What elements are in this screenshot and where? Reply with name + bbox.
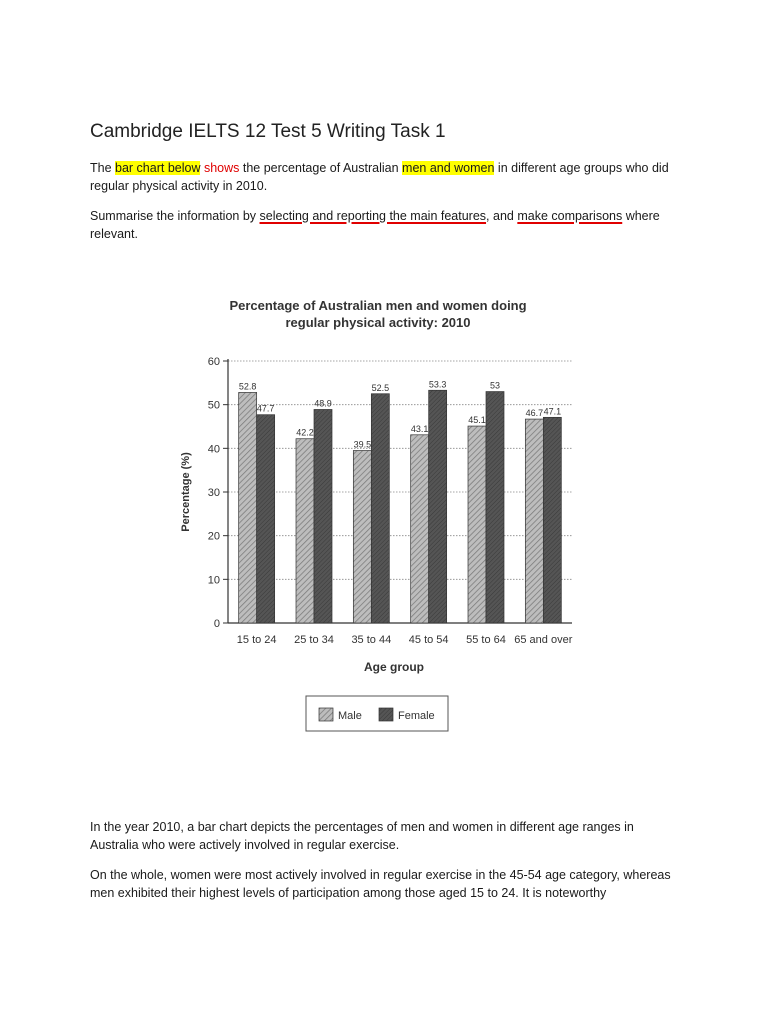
text-segment: , and [486, 209, 518, 223]
data-label-female: 47.1 [543, 406, 562, 417]
task-prompt-paragraph [90, 159, 680, 195]
data-label-male: 45.1 [468, 415, 486, 426]
bar-male [239, 392, 257, 623]
legend-label-female: Female [398, 710, 435, 722]
bar-female [314, 409, 332, 623]
answer-paragraph-1: In the year 2010, a bar chart depicts the percentages of men and women in different age ranges in Australia who were actively involved in regular exercise. [90, 820, 634, 852]
legend [306, 696, 448, 731]
y-tick-label: 40 [207, 443, 220, 456]
bar-male [468, 426, 486, 623]
data-label-male: 39.5 [353, 439, 372, 450]
bar-female [429, 390, 447, 623]
bar-chart [170, 292, 590, 742]
bar-male [525, 419, 543, 623]
bar-male [296, 439, 314, 623]
chart-title-line-1: Percentage of Australian men and women doing [229, 298, 527, 313]
data-label-female: 53.3 [428, 379, 447, 390]
y-tick-label: 30 [207, 487, 220, 499]
y-tick-label: 60 [207, 356, 220, 368]
data-labels [239, 379, 561, 449]
y-axis-label: Percentage (%) [180, 452, 192, 532]
y-tick-label: 50 [207, 399, 220, 412]
chart-title-line-2: regular physical activity: 2010 [285, 315, 471, 330]
bar-male [411, 435, 429, 623]
data-label-male: 52.8 [238, 381, 257, 392]
text-segment: where relevant. [90, 209, 660, 241]
y-tick-labels [208, 356, 220, 630]
data-label-male: 42.2 [296, 427, 314, 438]
y-tick-label: 0 [213, 618, 220, 630]
y-tick-label: 20 [207, 530, 220, 543]
highlighted-phrase: men and women [402, 161, 495, 175]
data-label-female: 53 [489, 380, 501, 391]
data-label-female: 48.9 [314, 398, 332, 409]
data-label-female: 52.5 [371, 382, 390, 393]
gridlines [223, 359, 572, 623]
text-segment: The [90, 161, 116, 175]
data-label-male: 46.7 [525, 408, 544, 419]
task-instruction-paragraph [90, 207, 680, 243]
x-tick-label: 55 to 64 [466, 634, 506, 646]
x-tick-label: 15 to 24 [236, 634, 277, 646]
answer-paragraph-2: On the whole, women were most actively involved in regular exercise in the 45-54 age category, whereas men exhibited their highest levels of participation among those aged 15 to 24. It is noteworthy [90, 868, 671, 900]
legend-label-male: Male [338, 710, 362, 722]
y-tick-label: 10 [207, 574, 220, 587]
text-segment: the percentage of Australian [239, 161, 403, 175]
bar-female [371, 394, 389, 623]
data-label-female: 47.7 [256, 403, 275, 414]
highlighted-phrase: bar chart below [115, 161, 201, 175]
x-tick-label: 65 and over [514, 634, 573, 646]
x-tick-label: 35 to 44 [351, 634, 392, 646]
x-tick-labels [237, 634, 573, 646]
bar-female [543, 417, 561, 623]
page-title: Cambridge IELTS 12 Test 5 Writing Task 1 [90, 121, 446, 142]
text-segment: Summarise the information by [90, 209, 260, 223]
x-axis-label: Age group [364, 660, 424, 674]
bars [239, 390, 562, 623]
x-tick-label: 25 to 34 [294, 634, 334, 646]
bar-female [486, 392, 504, 623]
text-segment: in different age groups who did regular physical activity in 2010. [90, 161, 669, 193]
underlined-phrase: selecting and reporting the main features [259, 209, 487, 223]
bar-male [353, 451, 371, 623]
legend-swatch-female [379, 708, 393, 721]
red-word: shows [203, 161, 240, 175]
x-tick-label: 45 to 54 [408, 634, 449, 646]
bar-female [257, 415, 275, 623]
data-label-male: 43.1 [410, 423, 429, 434]
legend-swatch-male [319, 708, 333, 721]
underlined-phrase: make comparisons [517, 209, 623, 223]
